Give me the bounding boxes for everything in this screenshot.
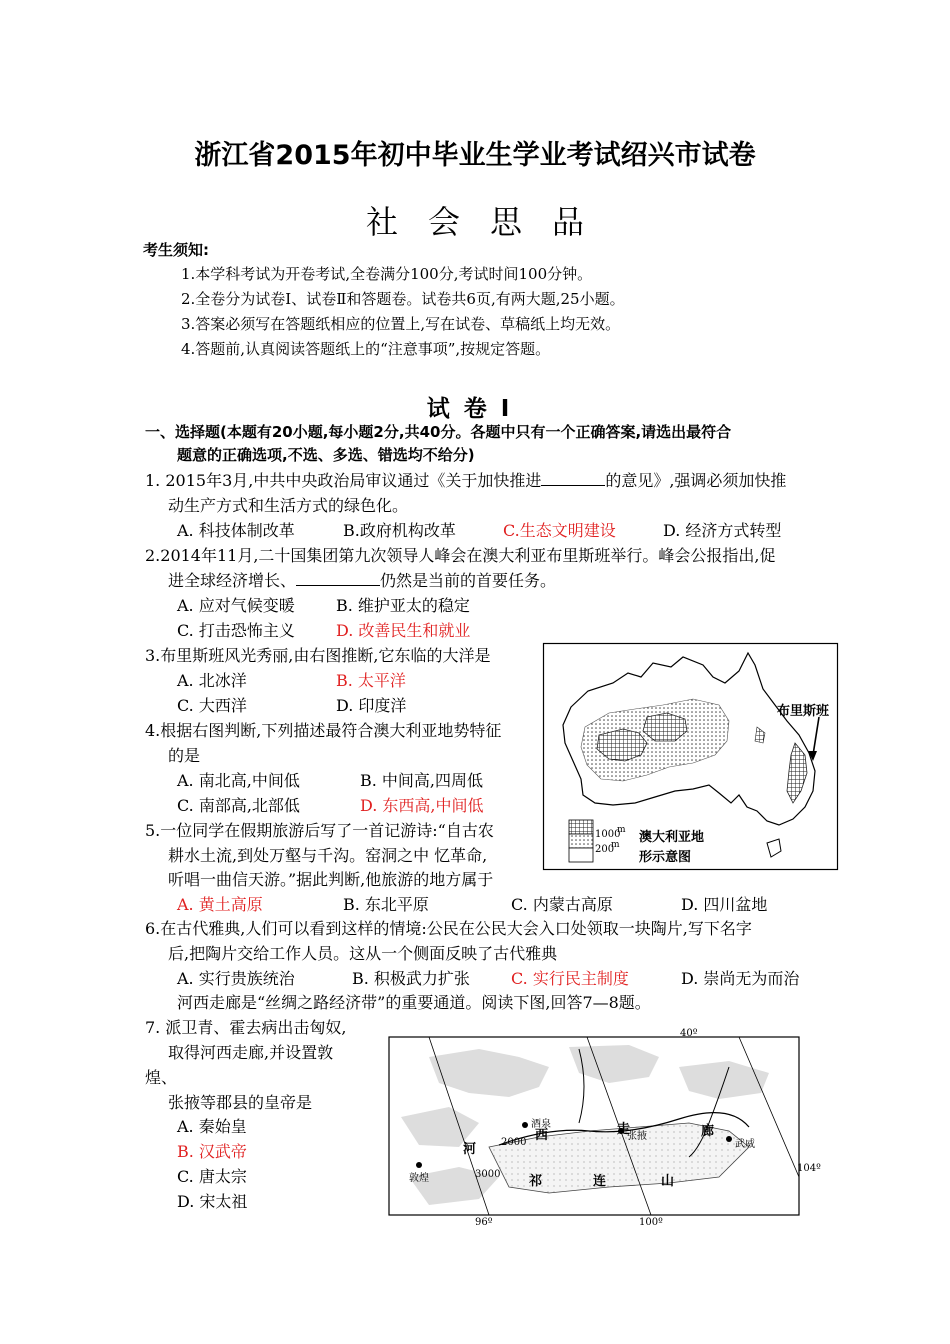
question-2-stem: 2.2014年11月,二十国集团第九次领导人峰会在澳大利亚布里斯班举行。峰会公报指出,促 xyxy=(145,546,776,565)
label-he: 河 xyxy=(463,1142,477,1157)
question-5-stem-cont: 耕水土流,到处万壑与千沟。窑洞之中 忆革命, xyxy=(168,846,488,865)
q5-option-c[interactable]: C. 内蒙古高原 xyxy=(511,895,613,914)
question-6-stem-cont: 后,把陶片交给工作人员。这从一个侧面反映了古代雅典 xyxy=(168,944,558,963)
legend-high: 1000 xyxy=(595,829,621,840)
question-1-stem-cont: 动生产方式和生活方式的绿色化。 xyxy=(168,496,409,515)
highland-centre xyxy=(643,713,687,741)
notice-item: 3.答案必须写在答题纸相应的位置上,写在试卷、草稿纸上均无效。 xyxy=(181,315,621,333)
q2-option-d[interactable]: D. 改善民生和就业 xyxy=(336,621,471,640)
map-caption: 澳大利亚地 xyxy=(639,830,705,845)
q6-option-a[interactable]: A. 实行贵族统治 xyxy=(177,969,295,988)
q4-option-d[interactable]: D. 东西高,中间低 xyxy=(360,796,484,815)
reading-intro: 河西走廊是“丝绸之路经济带”的重要通道。阅读下图,回答7—8题。 xyxy=(177,993,651,1012)
label-lian: 连 xyxy=(593,1174,607,1189)
q5-option-b[interactable]: B. 东北平原 xyxy=(343,895,429,914)
q2-option-c[interactable]: C. 打击恐怖主义 xyxy=(177,621,295,640)
lon-104-label: 104º xyxy=(797,1163,821,1174)
australia-terrain-map xyxy=(543,643,838,870)
label-shan: 山 xyxy=(661,1174,675,1189)
q7-option-b[interactable]: B. 汉武帝 xyxy=(177,1142,247,1161)
q3-option-b[interactable]: B. 太平洋 xyxy=(336,671,406,690)
q2-option-a[interactable]: A. 应对气候变暖 xyxy=(177,596,295,615)
elevation-label: 2000 xyxy=(501,1137,527,1148)
page-title: 浙江省2015年初中毕业生学业考试绍兴市试卷 xyxy=(194,140,756,171)
label-xi: 西 xyxy=(535,1128,549,1143)
q1-option-a[interactable]: A. 科技体制改革 xyxy=(177,521,295,540)
q4-option-c[interactable]: C. 南部高,北部低 xyxy=(177,796,300,815)
q1-option-d[interactable]: D. 经济方式转型 xyxy=(663,521,782,540)
q5-option-a[interactable]: A. 黄土高原 xyxy=(177,895,263,914)
legend-unit: m xyxy=(611,840,620,850)
question-7-stem-cont: 煌、 xyxy=(145,1068,178,1087)
q6-option-c[interactable]: C. 实行民主制度 xyxy=(511,969,629,988)
label-lang: 廊 xyxy=(701,1124,715,1139)
city-zhangye: 张掖 xyxy=(627,1131,647,1142)
map-caption: 形示意图 xyxy=(639,850,692,865)
question-1-stem: 1. 2015年3月,中共中央政治局审议通过《关于加快推进 的意见》,强调必须加快推 xyxy=(145,471,787,490)
legend-low: 200 xyxy=(595,844,615,855)
elevation-label: 3000 xyxy=(475,1169,501,1180)
city-wuwei: 武威 xyxy=(735,1139,755,1150)
hexi-corridor-map xyxy=(389,1027,821,1228)
city-dunhuang: 敦煌 xyxy=(409,1173,429,1184)
question-6-stem: 6.在古代雅典,人们可以看到这样的情境:公民在公民大会入口处领取一块陶片,写下名字 xyxy=(145,919,752,938)
question-7-stem-cont: 取得河西走廊,并设置敦 xyxy=(168,1043,334,1062)
q3-option-d[interactable]: D. 印度洋 xyxy=(336,696,407,715)
q1-option-c[interactable]: C.生态文明建设 xyxy=(503,521,616,540)
question-7-stem: 7. 派卫青、霍去病出击匈奴, xyxy=(145,1018,347,1037)
question-4-stem: 4.根据右图判断,下列描述最符合澳大利亚地势特征 xyxy=(145,721,502,740)
notice-heading: 考生须知: xyxy=(143,241,209,259)
city-jiuquan: 酒泉 xyxy=(531,1119,551,1130)
q3-option-a[interactable]: A. 北冰洋 xyxy=(177,671,247,690)
q7-option-c[interactable]: C. 唐太宗 xyxy=(177,1167,247,1186)
subject-title: 社会思品 xyxy=(365,203,614,241)
question-5-stem-cont: 听唱一曲信天游。”据此判断,他旅游的地方属于 xyxy=(168,870,494,889)
q6-option-d[interactable]: D. 崇尚无为而治 xyxy=(681,969,800,988)
q5-option-d[interactable]: D. 四川盆地 xyxy=(681,895,768,914)
q4-option-a[interactable]: A. 南北高,中间低 xyxy=(177,771,300,790)
q6-option-b[interactable]: B. 积极武力扩张 xyxy=(352,969,470,988)
q3-option-c[interactable]: C. 大西洋 xyxy=(177,696,247,715)
section-heading: 一、选择题(本题有20小题,每小题2分,共40分。各题中只有一个正确答案,请选出最符合 xyxy=(145,423,732,441)
question-2-stem-cont: 进全球经济增长、 仍然是当前的首要任务。 xyxy=(168,571,557,590)
label-qi: 祁 xyxy=(529,1174,543,1189)
q7-option-a[interactable]: A. 秦始皇 xyxy=(177,1117,247,1136)
lon-96-label: 96º xyxy=(475,1217,493,1228)
question-3-stem: 3.布里斯班风光秀丽,由右图推断,它东临的大洋是 xyxy=(145,646,491,665)
paper-title: 试卷Ⅰ xyxy=(426,396,524,422)
question-5-stem: 5.一位同学在假期旅游后写了一首记游诗:“自古农 xyxy=(145,821,494,840)
notice-item: 1.本学科考试为开卷考试,全卷满分100分,考试时间100分钟。 xyxy=(181,265,593,283)
question-4-stem-cont: 的是 xyxy=(168,746,201,765)
notice-item: 2.全卷分为试卷Ⅰ、试卷Ⅱ和答题卷。试卷共6页,有两大题,25小题。 xyxy=(181,290,625,308)
section-heading-cont: 题意的正确选项,不选、多选、错选均不给分) xyxy=(177,446,475,464)
legend-unit: m xyxy=(617,825,626,835)
label-zou: 走 xyxy=(617,1122,631,1137)
lat-40-label: 40º xyxy=(680,1028,698,1039)
q1-option-b[interactable]: B.政府机构改革 xyxy=(343,521,456,540)
q7-option-d[interactable]: D. 宋太祖 xyxy=(177,1192,248,1211)
q4-option-b[interactable]: B. 中间高,四周低 xyxy=(360,771,484,790)
question-7-stem-cont: 张掖等郡县的皇帝是 xyxy=(168,1093,313,1112)
brisbane-label: 布里斯班 xyxy=(777,704,830,719)
q2-option-b[interactable]: B. 维护亚太的稳定 xyxy=(336,596,470,615)
notice-item: 4.答题前,认真阅读答题纸上的“注意事项”,按规定答题。 xyxy=(181,340,551,358)
lon-100-label: 100º xyxy=(639,1217,663,1228)
